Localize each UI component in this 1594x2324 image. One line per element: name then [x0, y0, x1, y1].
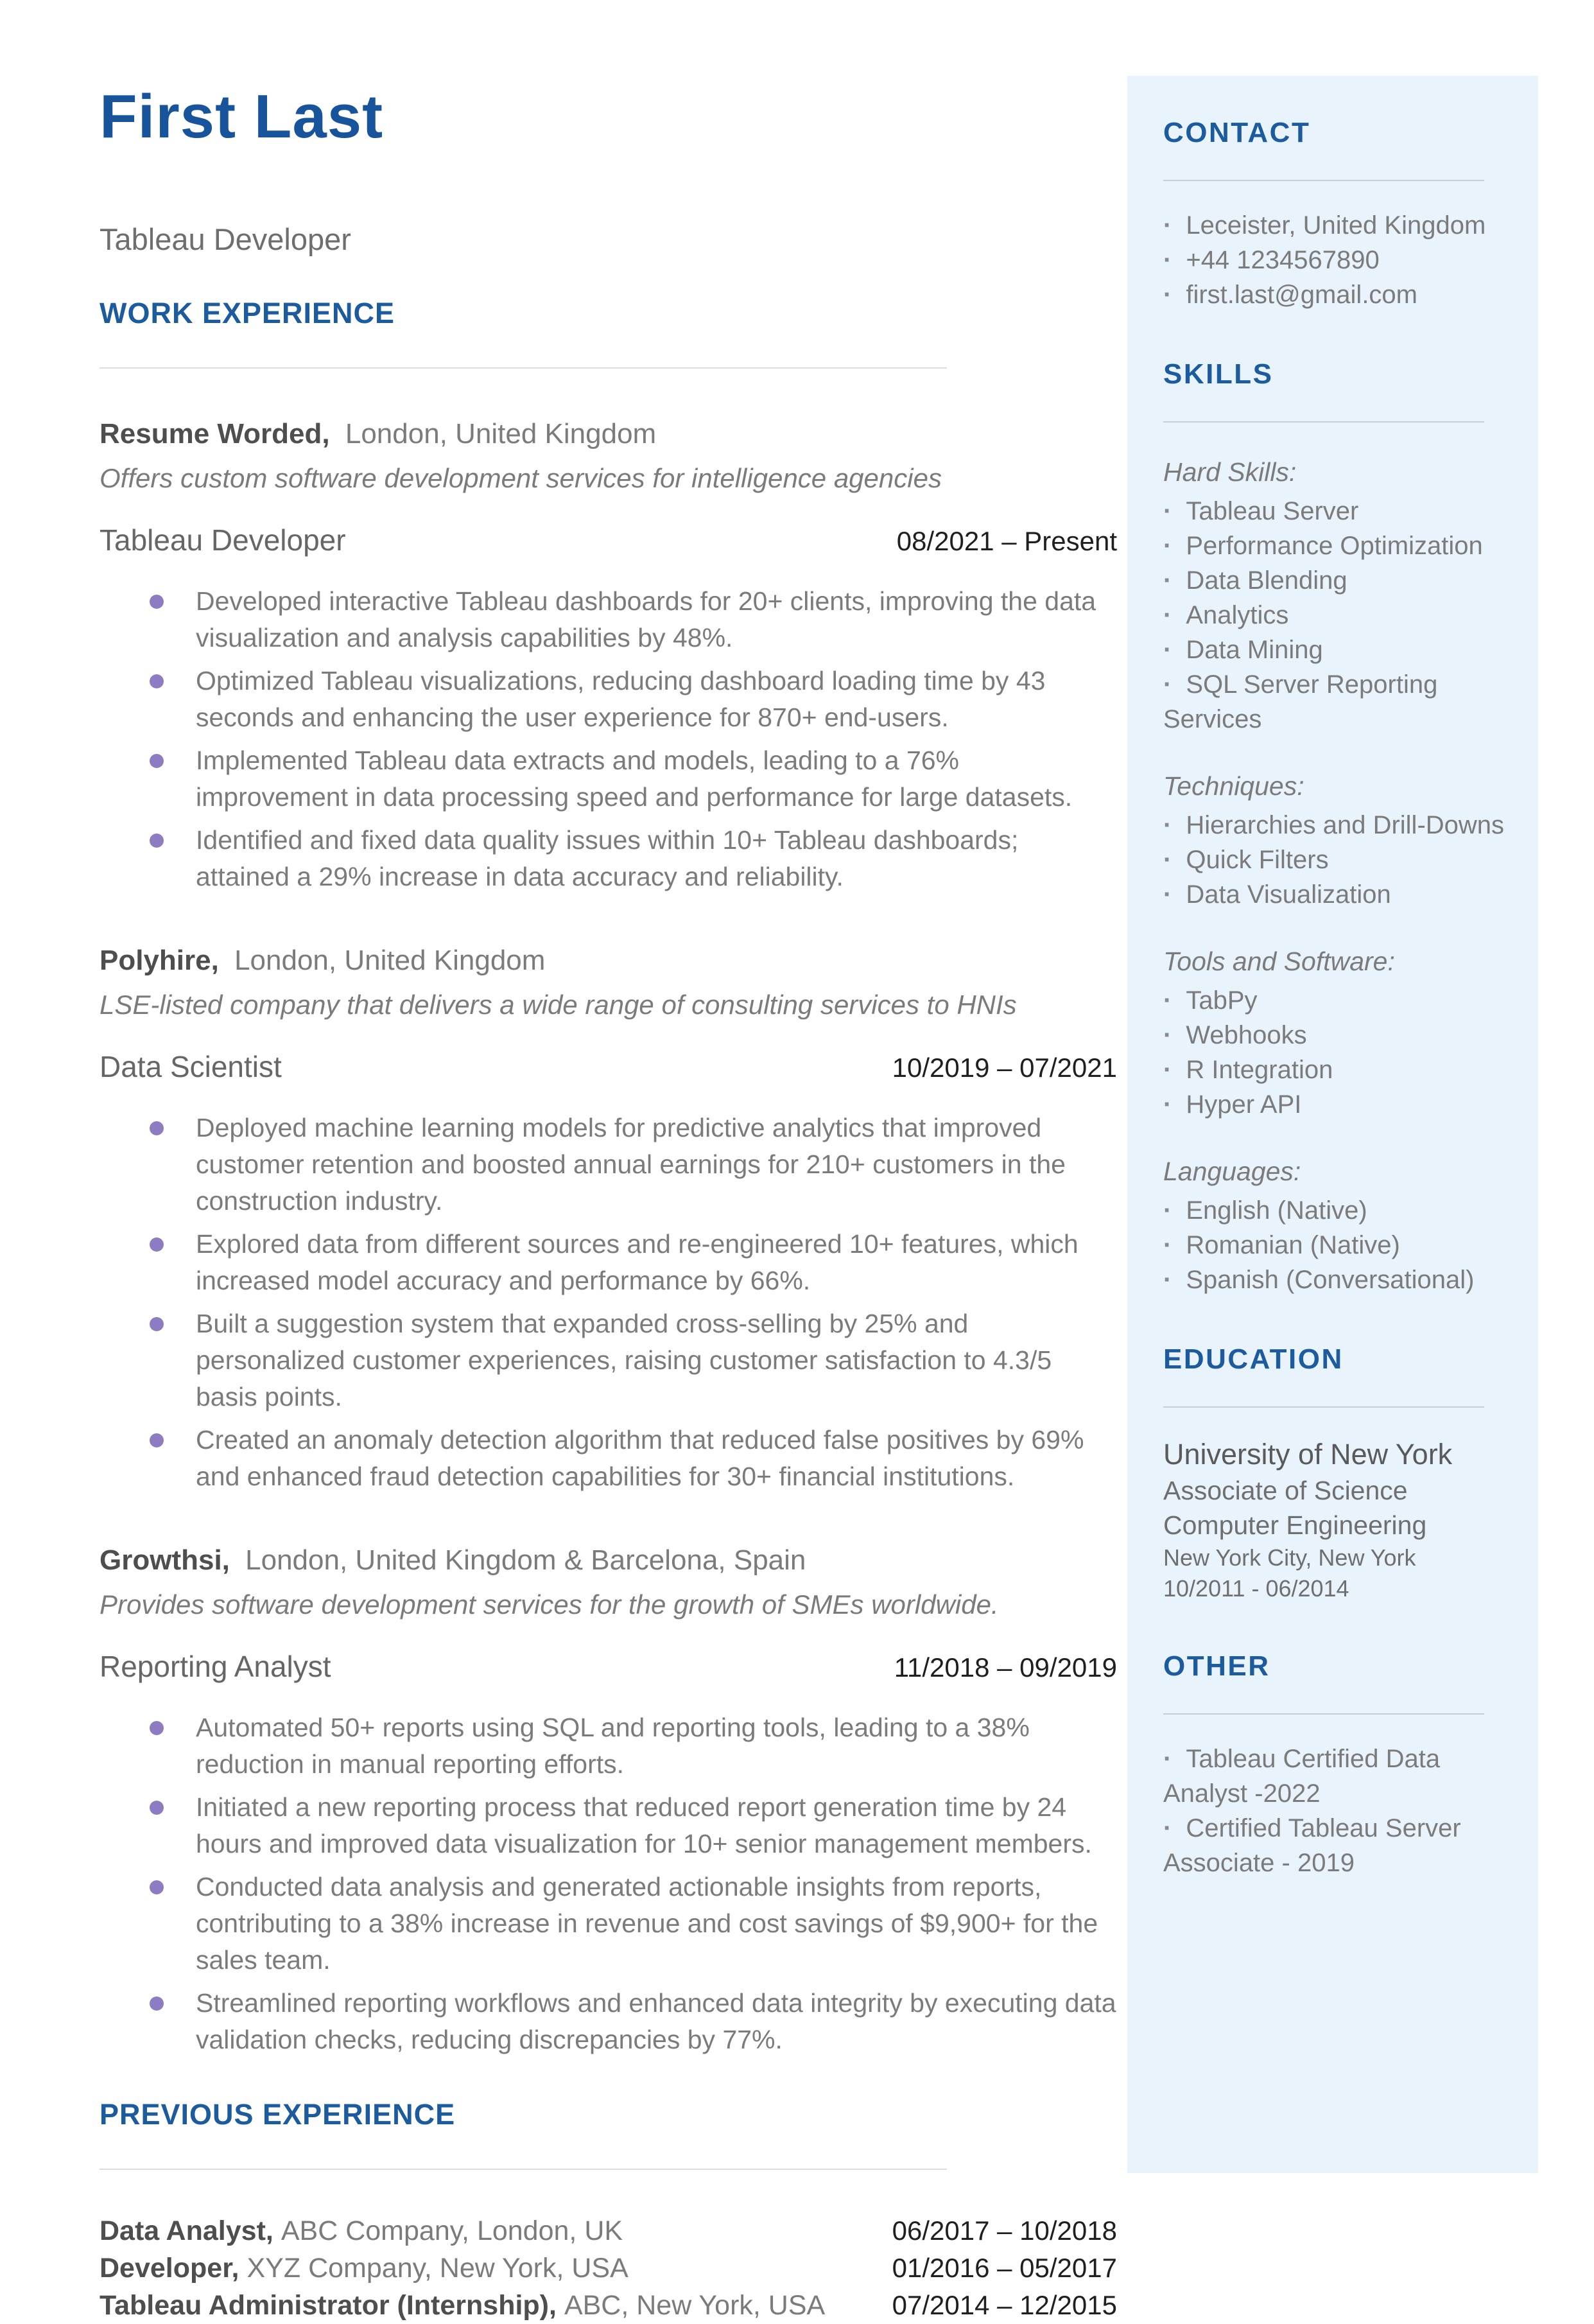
- certification-item: · Certified Tableau Server Associate - 2019: [1163, 1811, 1510, 1880]
- company-description: Provides software development services for the growth of SMEs worldwide.: [100, 1589, 999, 1620]
- bullet-list: [100, 583, 1117, 895]
- previous-dates: 06/2017 – 10/2018: [892, 2215, 1117, 2246]
- skill-item: · Data Visualization: [1163, 877, 1510, 912]
- skill-item: · Webhooks: [1163, 1018, 1510, 1053]
- sidebar-section-contact: [1163, 117, 1510, 312]
- skill-item: · SQL Server Reporting Services: [1163, 667, 1510, 737]
- divider: [1163, 180, 1484, 181]
- company-location: London, United Kingdom & Barcelona, Spain: [245, 1544, 806, 1576]
- previous-experience-heading: PREVIOUS EXPERIENCE: [100, 2097, 456, 2131]
- skill-item: · Spanish (Conversational): [1163, 1262, 1510, 1297]
- bullet-item: Conducted data analysis and generated actionable insights from reports, contributing to a 38% increase in revenue and cost savings of $9,900+ for the sales team.: [100, 1869, 1117, 1979]
- work-experience-heading: WORK EXPERIENCE: [100, 296, 395, 329]
- skill-item: · R Integration: [1163, 1053, 1510, 1087]
- skill-item: · Romanian (Native): [1163, 1228, 1510, 1262]
- skills-group-label: Techniques:: [1163, 771, 1304, 801]
- education-entry: [1163, 1436, 1510, 1604]
- education-location: New York City, New York: [1163, 1544, 1416, 1571]
- previous-company: ABC, New York, USA: [564, 2289, 826, 2321]
- bullet-item: Implemented Tableau data extracts and models, leading to a 76% improvement in data processing speed and performance for large datasets.: [100, 742, 1117, 816]
- skills-group-list: [1163, 983, 1510, 1122]
- bullet-item: Explored data from different sources and re-engineered 10+ features, which increased model accuracy and performance by 66%.: [100, 1226, 1117, 1299]
- bullet-item: Developed interactive Tableau dashboards for 20+ clients, improving the data visualization and analysis capabilities by 48%.: [100, 583, 1117, 656]
- contact-location: · Leceister, United Kingdom: [1163, 208, 1510, 243]
- company-location: London, United Kingdom: [345, 417, 657, 450]
- person-name: First Last: [100, 82, 384, 151]
- job-title-row: [100, 1649, 1117, 1684]
- education-dates: 10/2011 - 06/2014: [1163, 1575, 1349, 1602]
- skill-item: · English (Native): [1163, 1193, 1510, 1228]
- person-job-title: Tableau Developer: [100, 222, 351, 256]
- previous-role-line: [100, 2287, 892, 2324]
- skills-group-list: [1163, 808, 1510, 912]
- bullet-list: [100, 1110, 1117, 1495]
- previous-role-line: [100, 2250, 892, 2287]
- bullet-list: [100, 1709, 1117, 2058]
- job-title-row: [100, 523, 1117, 557]
- previous-experience-row: [100, 2212, 1117, 2250]
- company-name: Resume Worded,: [100, 417, 330, 450]
- divider: [1163, 1406, 1484, 1408]
- divider: [1163, 421, 1484, 423]
- skill-item: · Data Blending: [1163, 563, 1510, 598]
- sidebar-section-skills: [1163, 358, 1510, 1297]
- skill-item: · Tableau Server: [1163, 494, 1510, 529]
- skill-item: · TabPy: [1163, 983, 1510, 1018]
- skills-group-label: Hard Skills:: [1163, 457, 1297, 487]
- contact-phone: · +44 1234567890: [1163, 243, 1510, 277]
- company-description: Offers custom software development services for intelligence agencies: [100, 462, 942, 493]
- other-heading: OTHER: [1163, 1650, 1270, 1682]
- bullet-item: Created an anomaly detection algorithm that reduced false positives by 69% and enhanced fraud detection capabilities for 30+ financial institutions.: [100, 1422, 1117, 1495]
- company-location: London, United Kingdom: [234, 944, 546, 976]
- skills-group-list: [1163, 494, 1510, 737]
- work-entry: [100, 1542, 1117, 2058]
- contact-heading: CONTACT: [1163, 117, 1311, 148]
- education-heading: EDUCATION: [1163, 1343, 1344, 1375]
- skill-item: · Quick Filters: [1163, 843, 1510, 877]
- sidebar-section-education: [1163, 1343, 1510, 1604]
- bullet-item: Deployed machine learning models for predictive analytics that improved customer retention and boosted annual earnings for 210+ customers in the construction industry.: [100, 1110, 1117, 1219]
- job-dates: 10/2019 – 07/2021: [892, 1052, 1117, 1083]
- skills-heading: SKILLS: [1163, 358, 1274, 390]
- bullet-item: Initiated a new reporting process that reduced report generation time by 24 hours and improved data visualization for 10+ senior management members.: [100, 1789, 1117, 1862]
- previous-role: Developer,: [100, 2252, 239, 2284]
- skill-item: · Hyper API: [1163, 1087, 1510, 1122]
- bullet-item: Identified and fixed data quality issues within 10+ Tableau dashboards; attained a 29% increase in data accuracy and reliability.: [100, 822, 1117, 895]
- skills-group-list: [1163, 1193, 1510, 1297]
- previous-experience-list: [100, 2212, 1117, 2324]
- bullet-item: Automated 50+ reports using SQL and reporting tools, leading to a 38% reduction in manual reporting efforts.: [100, 1709, 1117, 1783]
- previous-experience-row: [100, 2287, 1117, 2324]
- skills-group-label: Tools and Software:: [1163, 947, 1395, 976]
- job-title: Tableau Developer: [100, 523, 346, 557]
- sidebar-section-other: [1163, 1650, 1510, 1880]
- bullet-item: Built a suggestion system that expanded cross-selling by 25% and personalized customer experiences, raising customer satisfaction to 4.3/5 basis points.: [100, 1306, 1117, 1415]
- job-title: Data Scientist: [100, 1049, 282, 1083]
- previous-dates: 07/2014 – 12/2015: [892, 2289, 1117, 2320]
- job-dates: 08/2021 – Present: [896, 525, 1117, 556]
- company-description: LSE-listed company that delivers a wide range of consulting services to HNIs: [100, 989, 1017, 1020]
- education-degree: Associate of Science: [1163, 1476, 1408, 1505]
- skill-item: · Hierarchies and Drill-Downs: [1163, 808, 1510, 843]
- skill-item: · Analytics: [1163, 598, 1510, 633]
- previous-role: Tableau Administrator (Internship),: [100, 2289, 557, 2321]
- skills-group-label: Languages:: [1163, 1157, 1301, 1186]
- education-field: Computer Engineering: [1163, 1510, 1427, 1540]
- company-name: Growthsi,: [100, 1544, 230, 1576]
- divider: [1163, 1713, 1484, 1715]
- contact-email: · first.last@gmail.com: [1163, 277, 1510, 312]
- work-entry: [100, 416, 1117, 895]
- work-entry: [100, 943, 1117, 1495]
- previous-role: Data Analyst,: [100, 2215, 273, 2246]
- divider: [100, 2169, 947, 2170]
- contact-list: [1163, 208, 1510, 312]
- previous-role-line: [100, 2212, 892, 2250]
- certification-item: · Tableau Certified Data Analyst -2022: [1163, 1742, 1510, 1811]
- company-name: Polyhire,: [100, 944, 219, 976]
- bullet-item: Optimized Tableau visualizations, reducing dashboard loading time by 43 seconds and enhancing the user experience for 870+ end-users.: [100, 663, 1117, 736]
- previous-company: XYZ Company, New York, USA: [247, 2252, 628, 2284]
- previous-company: ABC Company, London, UK: [281, 2215, 623, 2246]
- previous-dates: 01/2016 – 05/2017: [892, 2252, 1117, 2283]
- sidebar: [1127, 76, 1538, 2173]
- bullet-item: Streamlined reporting workflows and enhanced data integrity by executing data validation checks, reducing discrepancies by 77%.: [100, 1985, 1117, 2058]
- other-list: [1163, 1742, 1510, 1880]
- divider: [100, 367, 947, 369]
- company-line: [100, 416, 1117, 452]
- company-line: [100, 1542, 1117, 1578]
- education-university: University of New York: [1163, 1438, 1453, 1471]
- job-dates: 11/2018 – 09/2019: [894, 1652, 1117, 1682]
- job-title-row: [100, 1049, 1117, 1084]
- company-line: [100, 943, 1117, 979]
- job-title: Reporting Analyst: [100, 1649, 331, 1683]
- previous-experience-row: [100, 2250, 1117, 2287]
- skill-item: · Performance Optimization: [1163, 529, 1510, 563]
- main-column: [100, 0, 1117, 2324]
- skill-item: · Data Mining: [1163, 633, 1510, 667]
